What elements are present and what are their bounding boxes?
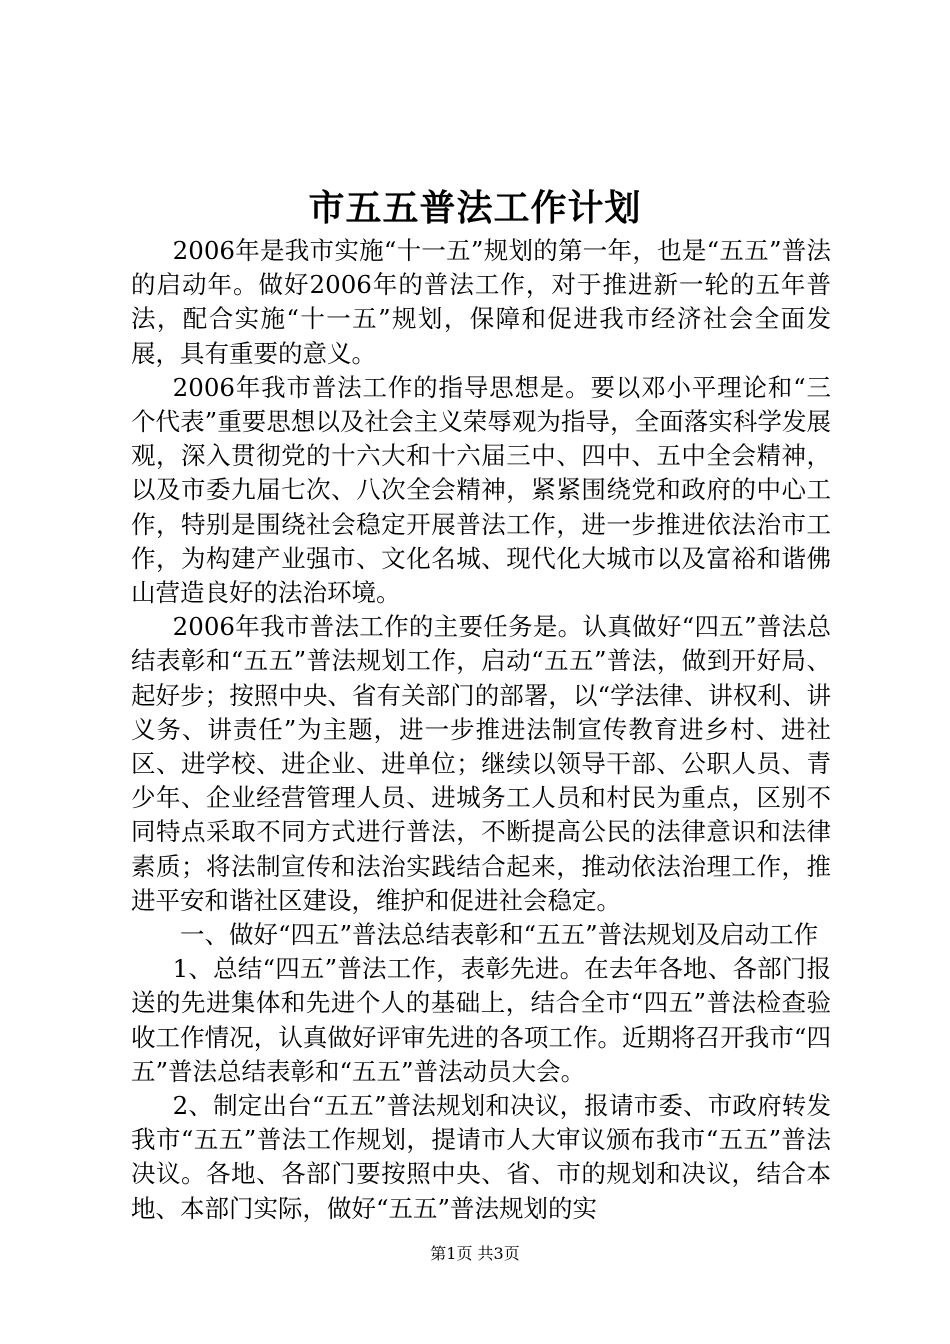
document-title: 市五五普法工作计划 [308,187,642,229]
paragraph-intro: 2006年是我市实施“十一五”规划的第一年，也是“五五”普法的启动年。做好2006年的普法工作，对于推进新一轮的五年普法，配合实施“十一五”规划，保障和促进我市经济社会全面发展，具有重要的意义。 [131,236,831,368]
section-heading-1: 一、做好“四五”普法总结表彰和“五五”普法规划及启动工作 [180,920,819,950]
paragraph-item-1: 1、总结“四五”普法工作，表彰先进。在去年各地、各部门报送的先进集体和先进个人的基础上，结合全市“四五”普法检查验收工作情况，认真做好评审先进的各项工作。近期将召开我市“四五”普法总结表彰和“五五”普法动员大会。 [131,954,831,1086]
document-body [131,234,831,1226]
paragraph-guiding-ideology: 2006年我市普法工作的指导思想是。要以邓小平理论和“三个代表”重要思想以及社会主义荣辱观为指导，全面落实科学发展观，深入贯彻党的十六大和十六届三中、四中、五中全会精神，以及市委九届七次、八次全会精神，紧紧围绕党和政府的中心工作，特别是围绕社会稳定开展普法工作，进一步推进依法治市工作，为构建产业强市、文化名城、现代化大城市以及富裕和谐佛山营造良好的法治环境。 [131,372,831,608]
paragraph-item-2: 2、制定出台“五五”普法规划和决议，报请市委、市政府转发我市“五五”普法工作规划，提请市人大审议颁布我市“五五”普法决议。各地、各部门要按照中央、省、市的规划和决议，结合本地、本部门实际，做好“五五”普法规划的实 [131,1091,831,1223]
page-number-footer: 第1页 共3页 [430,1244,520,1263]
paragraph-main-tasks: 2006年我市普法工作的主要任务是。认真做好“四五”普法总结表彰和“五五”普法规划工作，启动“五五”普法，做到开好局、起好步；按照中央、省有关部门的部署，以“学法律、讲权利、讲义务、讲责任”为主题，进一步推进法制宣传教育进乡村、进社区、进学校、进企业、进单位；继续以领导干部、公职人员、青少年、企业经营管理人员、进城务工人员和村民为重点，区别不同特点采取不同方式进行普法，不断提高公民的法律意识和法律素质；将法制宣传和法治实践结合起来，推动依法治理工作，推进平安和谐社区建设，维护和促进社会稳定。 [131,612,831,915]
